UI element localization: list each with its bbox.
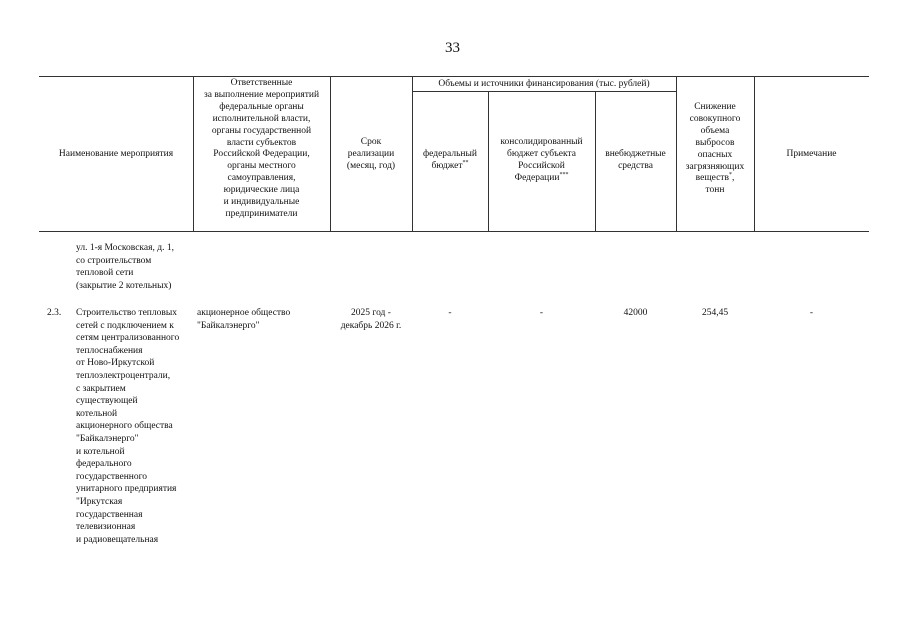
header-reduction — [676, 102, 754, 197]
header-reduction-text: Снижение совокупного объема выбросов опасных загрязняющих веществ — [685, 102, 745, 184]
header-federal-mark: ** — [462, 159, 469, 166]
header-financing: Объемы и источники финансирования (тыс. рублей) — [438, 79, 650, 89]
header-consolidated-mark: *** — [559, 171, 569, 178]
header-reduction-unit: , тонн — [705, 173, 735, 196]
header-bottom-rule — [39, 231, 869, 232]
financing-subheader-rule — [412, 91, 676, 92]
header-reduction-mark: * — [728, 172, 732, 179]
header-note: Примечание — [786, 149, 837, 159]
header-federal-text: федеральный бюджет — [423, 149, 477, 171]
header-consolidated — [488, 137, 595, 185]
row-federal: - — [448, 308, 452, 318]
row-responsible: акционерное общество "Байкалэнерго" — [197, 308, 291, 331]
row-note: - — [809, 308, 814, 318]
table-top-rule — [39, 76, 869, 77]
header-responsible: Ответственные за выполнение мероприятий федеральные органы исполнительной власти, органы государственной власти субъектов Российской Федерации, органы местного самоуправления, юридические лица и индивидуальные предприниматели — [203, 78, 320, 219]
page-number: 33 — [445, 40, 460, 56]
row-consolidated: - — [539, 308, 544, 318]
row-reduction: 254,45 — [701, 308, 729, 318]
header-extrabudget: внебюджетные средства — [605, 149, 666, 171]
row-term: 2025 год - декабрь 2026 г. — [340, 308, 402, 331]
row-name: Строительство тепловых сетей с подключением к сетям централизованного теплоснабжения от Ново-Иркутской теплоэлектроцентрали, с закрытием существующей котельной акционерного общества "Байкалэнерго" и котельной федерального государственного унитарного предприятия "Иркутская государственная телевизионная и радиовещательная — [76, 308, 180, 545]
header-consolidated-text: консолидированный бюджет субъекта Российской Федерации — [500, 137, 583, 183]
header-federal — [412, 149, 488, 173]
header-term: Срок реализации (месяц, год) — [346, 137, 396, 171]
header-name: Наименование мероприятия — [58, 149, 174, 159]
row-continuation-name: ул. 1-я Московская, д. 1, со строительством тепловой сети (закрытие 2 котельных) — [76, 243, 174, 291]
row-extrabudget: 42000 — [623, 308, 648, 318]
row-number: 2.3. — [47, 308, 62, 318]
